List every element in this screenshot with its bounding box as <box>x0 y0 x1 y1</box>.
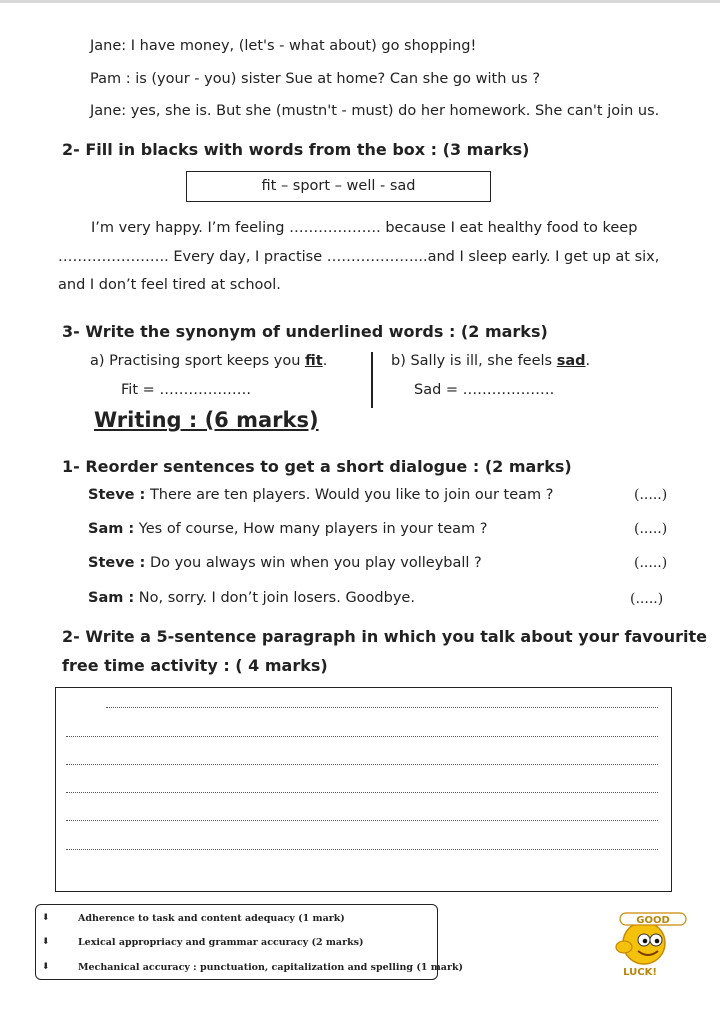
fill-paragraph-line-3: and I don’t feel tired at school. <box>58 277 281 293</box>
reorder-blank-1[interactable]: (.....) <box>634 487 668 503</box>
reorder-blank-4[interactable]: (.....) <box>630 591 664 607</box>
writing-line-3[interactable] <box>66 764 658 765</box>
synonym-a-question: a) Practising sport keeps you fit. <box>90 353 328 369</box>
paragraph-heading-line-1: 2- Write a 5-sentence paragraph in which you talk about your favourite <box>62 627 707 646</box>
luck-text: LUCK! <box>623 967 657 978</box>
column-divider <box>371 352 373 408</box>
synonym-b-question: b) Sally is ill, she feels sad. <box>391 353 591 369</box>
reorder-item-2: Sam : Yes of course, How many players in your team ? <box>88 521 488 537</box>
section-2-heading: 2- Fill in blacks with words from the box : (3 marks) <box>62 140 530 159</box>
rubric-item-1: ⬇ Adherence to task and content adequacy (1 mark) <box>42 913 345 924</box>
arrow-down-icon: ⬇ <box>42 937 50 947</box>
word-box: fit – sport – well - sad <box>186 171 491 202</box>
underlined-word-fit: fit <box>305 353 323 369</box>
dialogue-line-1: Jane: I have money, (let's - what about) go shopping! <box>90 38 477 54</box>
writing-line-5[interactable] <box>66 820 658 821</box>
writing-title: Writing : (6 marks) <box>94 408 319 432</box>
writing-line-1[interactable] <box>106 707 658 708</box>
rubric-box <box>35 904 464 980</box>
writing-line-4[interactable] <box>66 792 658 793</box>
good-text: GOOD <box>636 915 670 926</box>
writing-line-2[interactable] <box>66 736 658 737</box>
dialogue-line-3: Jane: yes, she is. But she (mustn't - must) do her homework. She can't join us. <box>90 103 660 119</box>
top-border <box>0 0 720 3</box>
dialogue-line-2: Pam : is (your - you) sister Sue at home? Can she go with us ? <box>90 71 541 87</box>
reorder-blank-3[interactable]: (.....) <box>634 555 668 571</box>
fill-paragraph-line-1: I’m very happy. I’m feeling ………………. because I eat healthy food to keep <box>91 220 638 236</box>
writing-line-6[interactable] <box>66 849 658 850</box>
arrow-down-icon: ⬇ <box>42 962 50 972</box>
reorder-item-1: Steve : There are ten players. Would you like to join our team ? <box>88 487 554 503</box>
reorder-item-4: Sam : No, sorry. I don’t join losers. Goodbye. <box>88 590 415 606</box>
reorder-blank-2[interactable]: (.....) <box>634 521 668 537</box>
reorder-item-3: Steve : Do you always win when you play volleyball ? <box>88 555 482 571</box>
section-3-heading: 3- Write the synonym of underlined words : (2 marks) <box>62 322 548 341</box>
rubric-item-3: ⬇ Mechanical accuracy : punctuation, capitalization and spelling (1 mark) <box>42 962 464 973</box>
paragraph-heading-line-2: free time activity : ( 4 marks) <box>62 656 328 675</box>
fill-paragraph-line-2: ………………….. Every day, I practise ………………...and I sleep early. I get up at six, <box>58 249 660 265</box>
arrow-down-icon: ⬇ <box>42 913 50 923</box>
rubric-item-2: ⬇ Lexical appropriacy and grammar accuracy (2 marks) <box>42 937 364 948</box>
underlined-word-sad: sad <box>556 353 586 369</box>
good-luck-smiley-icon <box>600 905 690 980</box>
reorder-heading: 1- Reorder sentences to get a short dialogue : (2 marks) <box>62 457 572 476</box>
synonym-b-answer: Sad = ………………. <box>414 382 555 398</box>
synonym-a-answer: Fit = ………………. <box>121 382 251 398</box>
paragraph-writing-box[interactable] <box>55 687 672 892</box>
